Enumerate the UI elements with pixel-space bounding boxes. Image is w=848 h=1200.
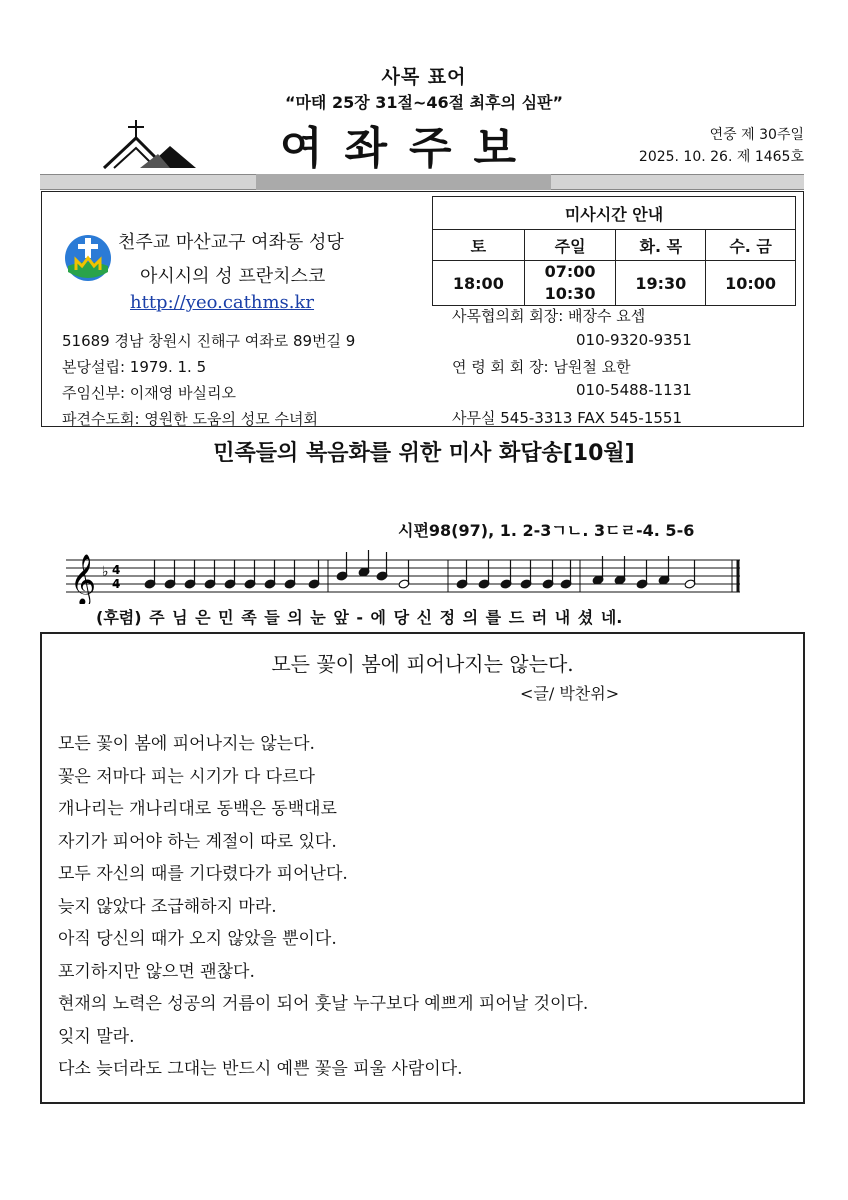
svg-text:4: 4: [112, 577, 121, 591]
mass-day: 화. 목: [616, 230, 706, 261]
poem-line: 자기가 피어야 하는 계절이 따로 있다.: [58, 831, 337, 852]
motto-title: 사목 표어: [381, 66, 467, 88]
church-sisters: 파견수도회: 영원한 도움의 성모 수녀회: [62, 410, 318, 428]
refrain-lyrics: (후렴) 주 님 은 민 족 들 의 눈 앞 - 에 당 신 정 의 를 드 러 내 셨 네.: [96, 608, 623, 627]
poem-line: 포기하지만 않으면 괜찮다.: [58, 961, 255, 982]
paper-title: 여좌주보: [280, 123, 539, 174]
poem-title: 모든 꽃이 봄에 피어나지는 않는다.: [271, 652, 574, 676]
motto-subtitle: “마태 25장 31절~46절 최후의 심판”: [284, 93, 564, 112]
mass-time: 10:00: [706, 261, 796, 306]
mass-time: 19:30: [616, 261, 706, 306]
svg-text:𝄞: 𝄞: [70, 554, 97, 604]
mass-time-cell: [524, 261, 616, 306]
mass-time: 10:30: [544, 284, 596, 303]
church-patron: 아시시의 성 프란치스코: [140, 266, 326, 287]
poem-line: 다소 늦더라도 그대는 반드시 예쁜 꽃을 피울 사람이다.: [58, 1059, 463, 1079]
poem-line: 모든 꽃이 봄에 피어나지는 않는다.: [58, 734, 315, 754]
church-name: 천주교 마산교구 여좌동 성당: [118, 232, 344, 253]
header-divider-accent: [256, 174, 551, 190]
church-pastor: 주임신부: 이재영 바실리오: [62, 384, 236, 402]
mass-time: 07:00: [544, 262, 596, 281]
council-phone: 010-9320-9351: [576, 331, 692, 349]
poem-line: 개나리는 개나리대로 동백은 동백대로: [58, 799, 337, 819]
poem-line: 늦지 않았다 조급해하지 마라.: [58, 896, 277, 917]
mass-day: 토: [433, 230, 525, 261]
church-website-link[interactable]: http://yeo.cathms.kr: [130, 292, 315, 313]
mass-schedule-title: 미사시간 안내: [433, 197, 796, 230]
poem-line: 모두 자신의 때를 기다렸다가 피어난다.: [58, 864, 348, 884]
week-label: 연중 제 30주일: [709, 127, 804, 143]
svg-text:♭: ♭: [102, 564, 109, 580]
song-title: 민족들의 복음화를 위한 미사 화답송[10월]: [213, 441, 635, 466]
church-founded: 본당설립: 1979. 1. 5: [62, 358, 207, 376]
poem-line: 꽃은 저마다 피는 시기가 다 다르다: [58, 766, 315, 787]
music-staff: [66, 550, 746, 604]
mass-day: 주일: [524, 230, 616, 261]
poem-line: 아직 당신의 때가 오지 않았을 뿐이다.: [58, 929, 337, 949]
poem-line: 현재의 노력은 성공의 거름이 되어 훗날 누구보다 예쁘게 피어날 것이다.: [58, 994, 589, 1014]
svg-text:4: 4: [112, 563, 121, 577]
poem-line: 잊지 말라.: [58, 1026, 135, 1047]
church-roof-logo-icon: [100, 116, 200, 172]
mass-time: 18:00: [433, 261, 525, 306]
council-president: 사목협의회 회장: 배장수 요셉: [452, 307, 646, 325]
mass-schedule-table: [432, 196, 796, 306]
poem-author: <글/ 박찬위>: [520, 684, 620, 703]
mass-day: 수. 금: [706, 230, 796, 261]
elders-phone: 010-5488-1131: [576, 381, 692, 399]
diocese-logo-icon: [64, 232, 112, 284]
elders-president: 연 령 회 회 장: 남원철 요한: [452, 358, 631, 376]
church-address: 51689 경남 창원시 진해구 여좌로 89번길 9: [62, 332, 356, 350]
issue-date: 2025. 10. 26. 제 1465호: [638, 149, 804, 165]
psalm-reference: 시편98(97), 1. 2-3ㄱㄴ. 3ㄷㄹ-4. 5-6: [398, 521, 695, 540]
office-contact: 사무실 545-3313 FAX 545-1551: [452, 409, 682, 427]
